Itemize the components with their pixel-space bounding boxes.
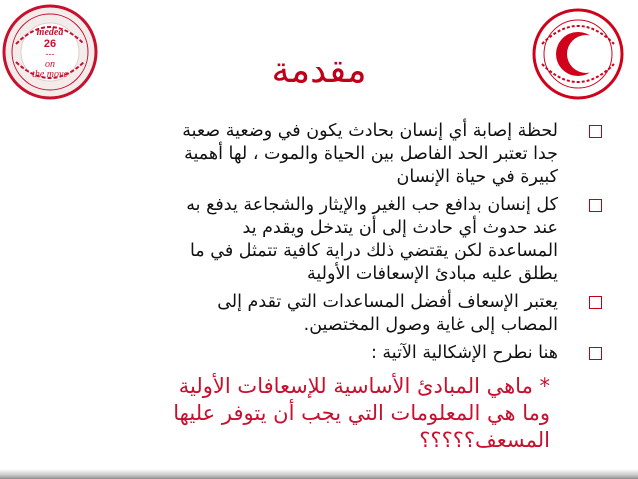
note-line: وما هي المعلومات التي يجب أن يتوفر عليها: [173, 401, 550, 425]
bullet-item: [36, 291, 602, 337]
bullet-line: جدا تعتبر الحد الفاصل بين الحياة والموت ، لها أهمية: [184, 144, 558, 164]
bullet-line: هنا نطرح الإشكالية الآتية :: [370, 343, 558, 363]
bullet-line: لحظة إصابة أي إنسان بحادث يكون في وضعية صعبة: [182, 121, 558, 141]
question-note: [54, 373, 550, 454]
bullet-item: [36, 120, 602, 189]
square-bullet-icon: [589, 199, 602, 212]
bottom-shadow: [0, 469, 638, 479]
bullet-list: [36, 120, 602, 370]
bullet-line: يعتبر الإسعاف أفضل المساعدات التي تقدم إلى: [217, 292, 558, 312]
note-line: * ماهي المبادئ الأساسية للإسعافات الأولية: [178, 374, 550, 398]
slide-title: مقدمة: [271, 50, 367, 91]
square-bullet-icon: [589, 125, 602, 138]
bullet-line: يطلق عليه مبادئ الإسعافات الأولية: [307, 264, 558, 284]
logo-text-line: medea: [36, 27, 64, 38]
bullet-line: المصاب إلى غاية وصول المختصين.: [303, 315, 558, 335]
logo-text-line: 26: [43, 38, 57, 50]
bullet-item: [36, 342, 602, 365]
logo-text-line: on: [45, 59, 55, 70]
logo-text-line: ---: [45, 49, 55, 59]
bullet-line: المساعدة لكن يقتضي ذلك دراية كافية تتمثل في ما: [189, 241, 558, 261]
bullet-line: عند حدوث أي حادث إلى أن يتدخل ويقدم يد: [242, 218, 558, 238]
bullet-line: كبيرة في حياة الإنسان: [396, 167, 558, 187]
square-bullet-icon: [589, 347, 602, 360]
logo-text-line: the move: [32, 69, 68, 80]
bullet-line: كل إنسان بدافع حب الغير والإيثار والشجاعة يدفع به: [186, 195, 558, 215]
square-bullet-icon: [589, 296, 602, 309]
note-line: المسعف؟؟؟؟؟: [419, 428, 550, 452]
bullet-item: [36, 194, 602, 286]
